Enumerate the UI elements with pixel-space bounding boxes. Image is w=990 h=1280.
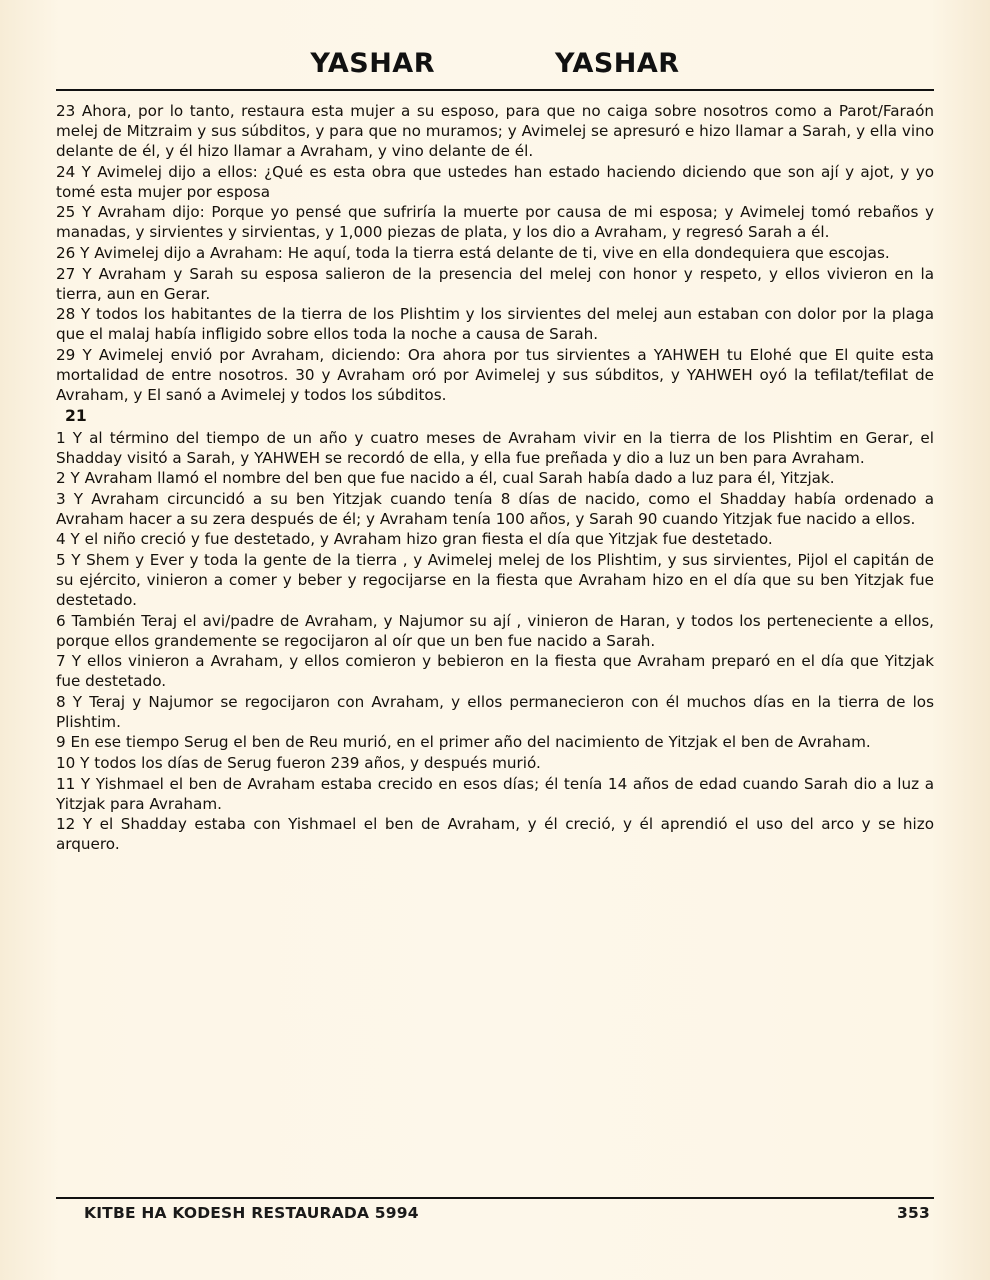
verse-paragraph: 11 Y Yishmael el ben de Avraham estaba crecido en esos días; él tenía 14 años de edad cuando Sarah dio a luz a Yitzjak para Avraham. [56,774,934,813]
verse-paragraph: 2 Y Avraham llamó el nombre del ben que fue nacido a él, cual Sarah había dado a luz para él, Yitzjak. [56,469,835,488]
header-title-left: YASHAR [310,48,435,79]
verse-paragraph: 3 Y Avraham circuncidó a su ben Yitzjak cuando tenía 8 días de nacido, como el Shadday había ordenado a Avraham hacer a su zera después de él; y Avraham tenía 100 años, y Sarah 90 cuando Yitzjak fue nacido a ellos. [56,489,934,528]
verse-paragraph: 5 Y Shem y Ever y toda la gente de la tierra , y Avimelej melej de los Plishtim, y sus sirvientes, Pijol el capitán de su ejército, vinieron a comer y beber y regocijarse en la fiesta que Avraham hizo en el día que su ben Yitzjak fue destetado. [56,550,934,610]
page-content [56,101,934,854]
verse-paragraph: 24 Y Avimelej dijo a ellos: ¿Qué es esta obra que ustedes han estado haciendo diciendo que son ají y ajot, y yo tomé esta mujer por esposa [56,162,934,201]
footer-divider [56,1197,934,1199]
verse-paragraph: 6 También Teraj el avi/padre de Avraham, y Najumor su ají , vinieron de Haran, y todos los perteneciente a ellos, porque ellos grandemente se regocijaron al oír que un ben fue nacido a Sarah. [56,611,934,650]
page-header [56,0,934,85]
verse-paragraph: 10 Y todos los días de Serug fueron 239 años, y después murió. [56,754,541,773]
verse-paragraph: 9 En ese tiempo Serug el ben de Reu murió, en el primer año del nacimiento de Yitzjak el ben de Avraham. [56,733,871,752]
verse-paragraph: 4 Y el niño creció y fue destetado, y Avraham hizo gran fiesta el día que Yitzjak fue destetado. [56,530,773,549]
verse-paragraph: 1 Y al término del tiempo de un año y cuatro meses de Avraham vivir en la tierra de los Plishtim en Gerar, el Shadday visitó a Sarah, y YAHWEH se recordó de ella, y ella fue preñada y dio a luz un ben para Avraham. [56,428,934,467]
verse-paragraph: 23 Ahora, por lo tanto, restaura esta mujer a su esposo, para que no caiga sobre nosotros como a Parot/Faraón melej de Mitzraim y sus súbditos, y para que no muramos; y Avimelej se apresuró e hizo llamar a Sarah, y ella vino delante de él, y él hizo llamar a Avraham, y vino delante de él. [56,102,934,161]
chapter-number: 21 [65,406,87,425]
footer-title: KITBE HA KODESH RESTAURADA 5994 [84,1204,419,1222]
page-number: 353 [897,1204,930,1222]
verse-paragraph: 12 Y el Shadday estaba con Yishmael el ben de Avraham, y él creció, y él aprendió el uso del arco y se hizo arquero. [56,815,934,854]
verse-paragraph: 26 Y Avimelej dijo a Avraham: He aquí, toda la tierra está delante de ti, vive en ella dondequiera que escojas. [56,243,890,262]
verse-paragraph: 25 Y Avraham dijo: Porque yo pensé que sufriría la muerte por causa de mi esposa; y Avimelej tomó rebaños y manadas, y sirvientes y sirvientas, y 1,000 piezas de plata, y los dio a Avraham, y regresó Sarah a él. [56,203,934,242]
header-divider [56,89,934,91]
verse-paragraph: 8 Y Teraj y Najumor se regocijaron con Avraham, y ellos permanecieron con él muchos días en la tierra de los Plishtim. [56,692,934,731]
verse-paragraph: 27 Y Avraham y Sarah su esposa salieron de la presencia del melej con honor y respeto, y ellos vivieron en la tierra, aun en Gerar. [56,264,934,303]
page-footer [56,1189,934,1222]
verse-paragraph: 28 Y todos los habitantes de la tierra de los Plishtim y los sirvientes del melej aun estaban con dolor por la plaga que el malaj había infligido sobre ellos toda la noche a causa de Sarah. [56,305,934,344]
verse-paragraph: 29 Y Avimelej envió por Avraham, diciendo: Ora ahora por tus sirvientes a YAHWEH tu Elohé que El quite esta mortalidad de entre nosotros. 30 y Avraham oró por Avimelej y sus súbditos, y YAHWEH oyó la tefilat/tefilat de Avraham, y El sanó a Avimelej y todos los súbditos. [56,345,934,404]
header-title-right: YASHAR [555,48,680,79]
verse-paragraph: 7 Y ellos vinieron a Avraham, y ellos comieron y bebieron en la fiesta que Avraham preparó en el día que Yitzjak fue destetado. [56,652,934,691]
